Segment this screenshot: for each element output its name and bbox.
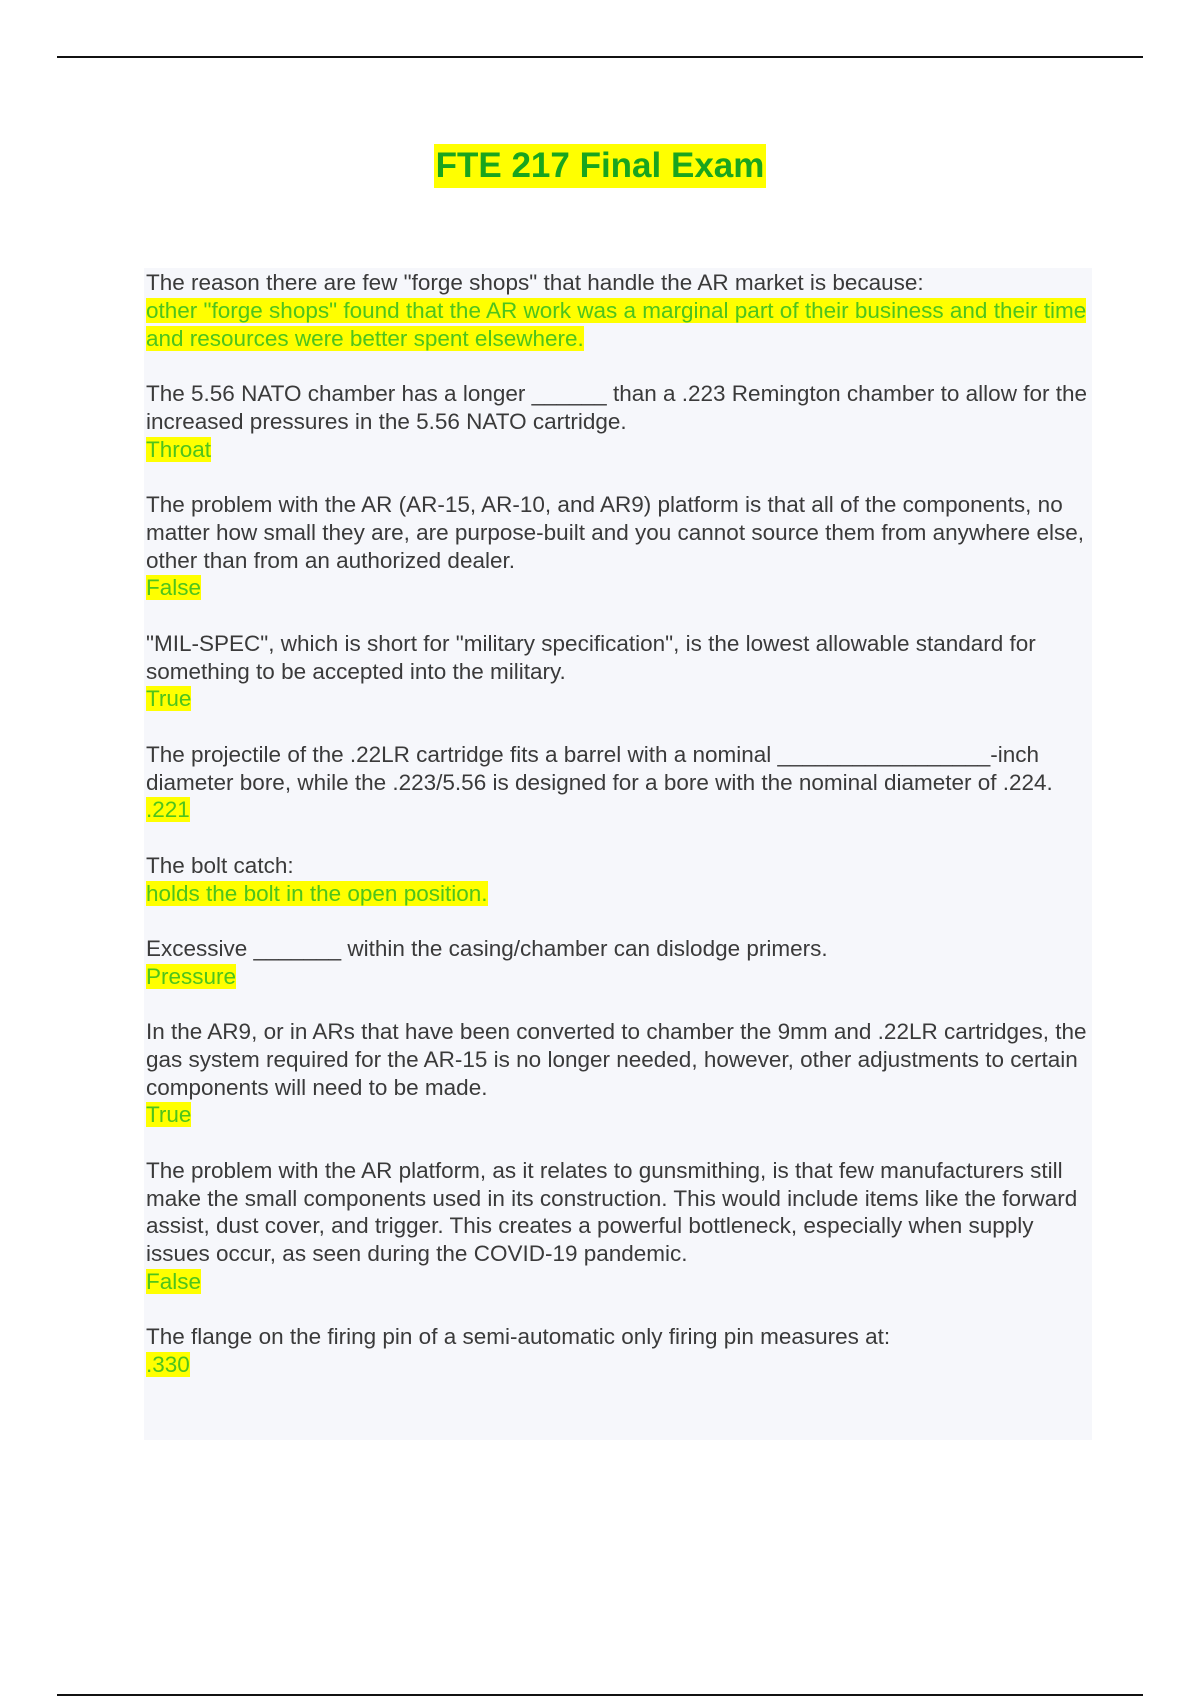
question-text: The 5.56 NATO chamber has a longer ______ than a .223 Remington chamber to allow for the increased pressures in the 5.56 NATO cartridge. <box>146 380 1087 434</box>
qa-item <box>146 1157 1092 1296</box>
header-rule <box>57 56 1143 58</box>
answer-line <box>146 1268 1092 1296</box>
answer-line <box>146 436 1092 464</box>
question-text: The problem with the AR platform, as it relates to gunsmithing, is that few manufacturers still make the small components used in its construction. This would include items like the forward assist, dust cover, and trigger. This creates a powerful bottleneck, especially when supply issues occur, as seen during the COVID-19 pandemic. <box>146 1157 1078 1267</box>
qa-item <box>146 380 1092 463</box>
answer-line <box>146 963 1092 991</box>
qa-panel <box>144 268 1092 1440</box>
answer-text: Pressure <box>146 963 237 989</box>
answer-text: True <box>146 686 192 712</box>
answer-line <box>146 1351 1092 1379</box>
answer-text: Throat <box>146 436 212 462</box>
question-text: The problem with the AR (AR-15, AR-10, and AR9) platform is that all of the components, no matter how small they are, are purpose-built and you cannot source them from anywhere else, other than from an authorized dealer. <box>146 491 1084 573</box>
answer-text: False <box>146 575 202 601</box>
title-container <box>0 144 1200 188</box>
qa-item <box>146 852 1092 908</box>
question-text: The projectile of the .22LR cartridge fits a barrel with a nominal _________________-inch diameter bore, while the .223/5.56 is designed for a bore with the nominal diameter of .224. <box>146 741 1053 795</box>
answer-line <box>146 880 1092 908</box>
answer-line <box>146 1101 1092 1129</box>
qa-item <box>146 741 1092 824</box>
question-text: Excessive _______ within the casing/chamber can dislodge primers. <box>146 935 828 961</box>
document-title: FTE 217 Final Exam <box>434 144 767 188</box>
answer-line <box>146 796 1092 824</box>
question-text: The bolt catch: <box>146 852 294 878</box>
question-text: The reason there are few "forge shops" that handle the AR market is because: <box>146 270 924 295</box>
answer-line <box>146 297 1092 353</box>
qa-item <box>146 1323 1092 1379</box>
answer-text: False <box>146 1269 202 1295</box>
footer-rule <box>57 1694 1143 1696</box>
qa-item <box>146 630 1092 713</box>
answer-text: other "forge shops" found that the AR work was a marginal part of their business and their time and resources were better spent elsewhere. <box>146 297 1087 351</box>
qa-item <box>146 1018 1092 1129</box>
answer-line <box>146 574 1092 602</box>
answer-text: holds the bolt in the open position. <box>146 880 488 906</box>
qa-item <box>146 935 1092 991</box>
answer-text: True <box>146 1102 192 1128</box>
qa-item <box>146 269 1092 352</box>
answer-line <box>146 685 1092 713</box>
question-text: "MIL-SPEC", which is short for "military specification", is the lowest allowable standard for something to be accepted into the military. <box>146 630 1036 684</box>
question-text: In the AR9, or in ARs that have been converted to chamber the 9mm and .22LR cartridges, the gas system required for the AR-15 is no longer needed, however, other adjustments to certain components will need to be made. <box>146 1019 1087 1100</box>
qa-item <box>146 491 1092 602</box>
answer-text: .221 <box>146 797 190 823</box>
answer-text: .330 <box>146 1352 190 1378</box>
question-text: The flange on the firing pin of a semi-automatic only firing pin measures at: <box>146 1324 891 1350</box>
